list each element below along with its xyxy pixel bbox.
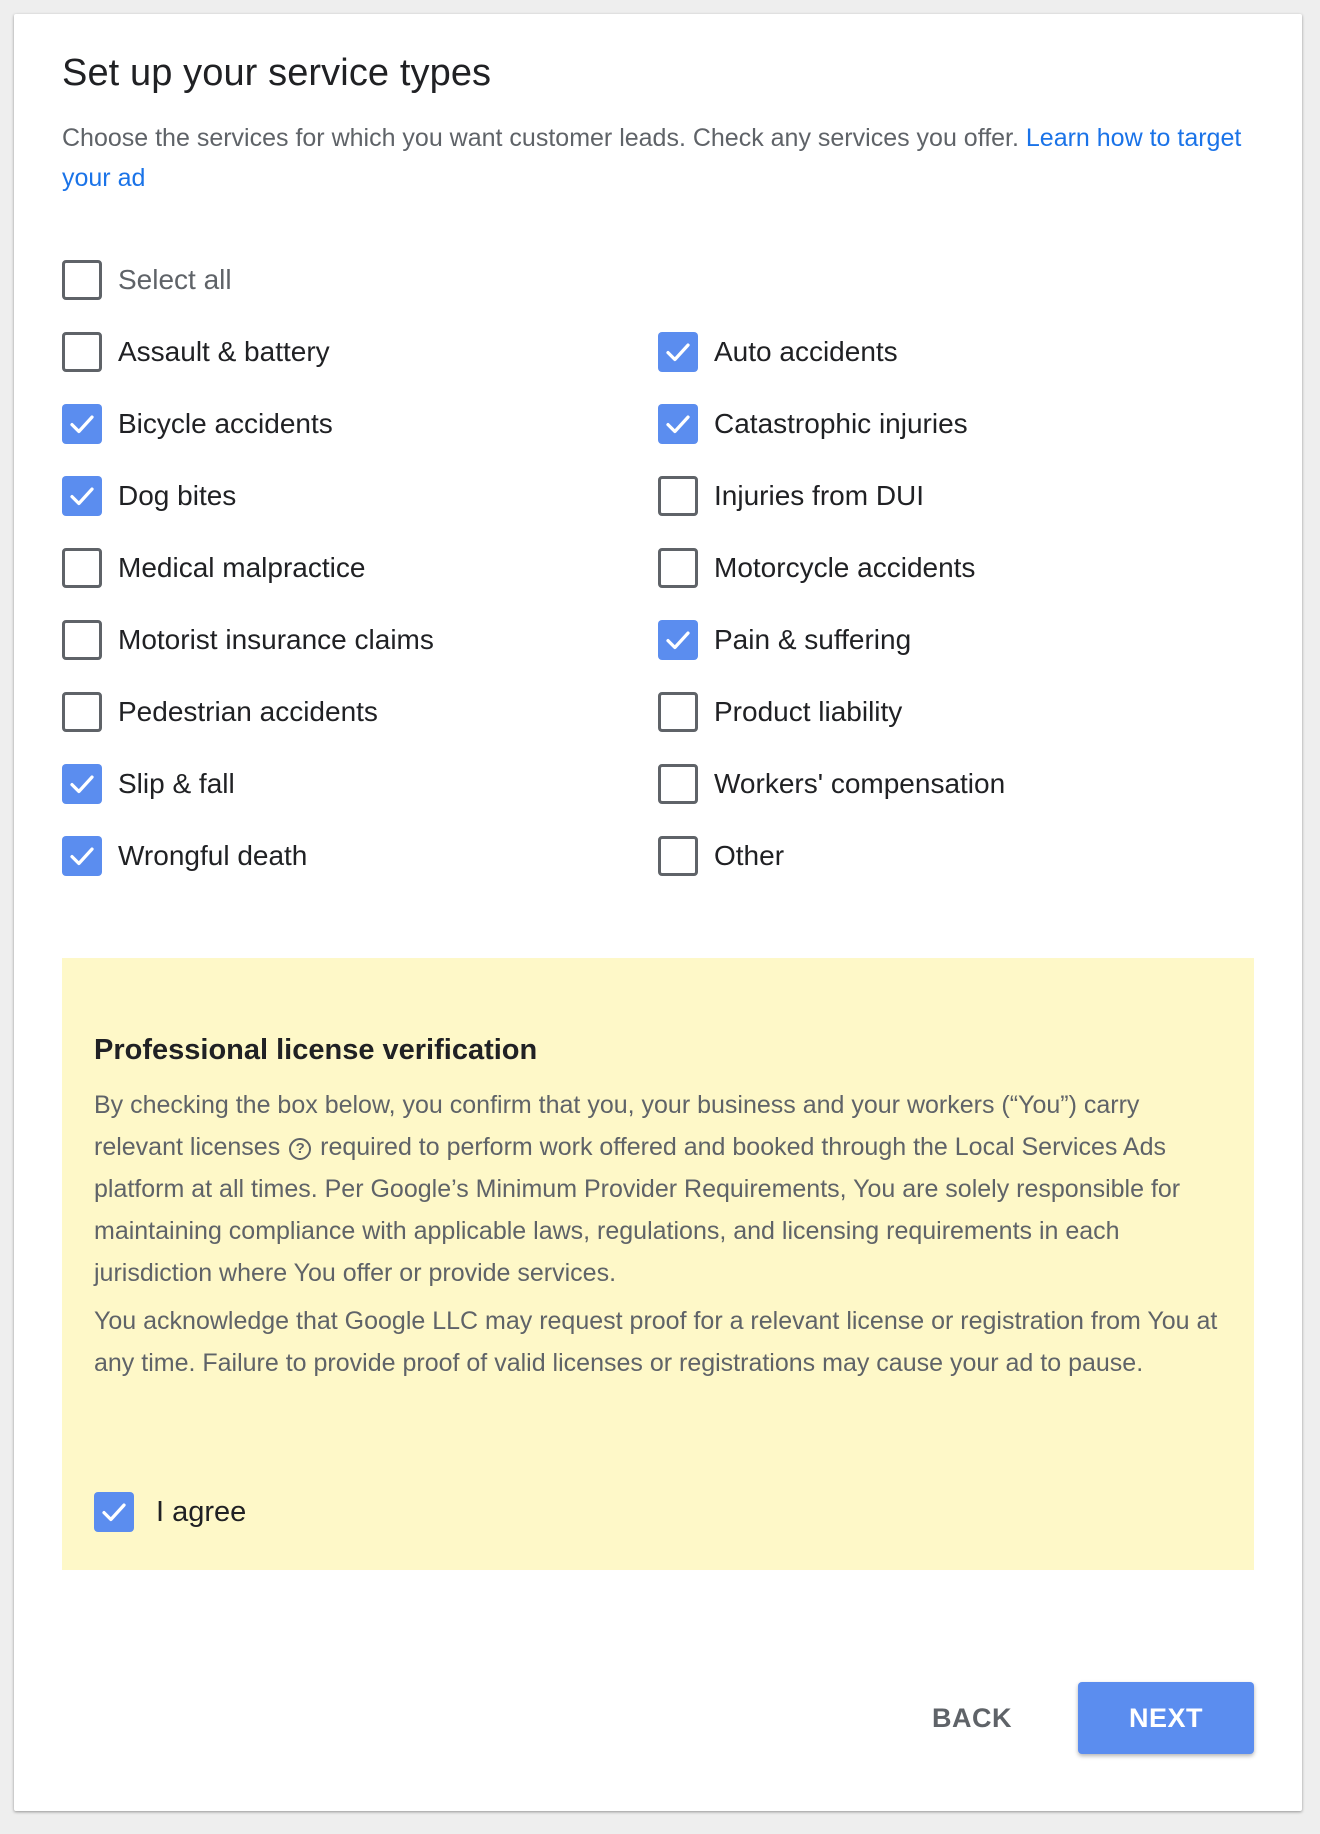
workers-compensation-checkbox[interactable] <box>658 764 698 804</box>
motorcycle-accidents-checkbox[interactable] <box>658 548 698 588</box>
next-button[interactable]: NEXT <box>1078 1682 1254 1754</box>
agree-label: I agree <box>156 1495 247 1528</box>
checkmark-icon <box>663 337 693 367</box>
select-all-checkbox[interactable] <box>62 260 102 300</box>
catastrophic-injuries-checkbox[interactable] <box>658 404 698 444</box>
agree-checkbox-row[interactable] <box>94 1492 246 1532</box>
license-verification-panel <box>62 958 1254 1570</box>
checkbox-row-catastrophic-injuries[interactable] <box>658 403 968 445</box>
medical-malpractice-checkbox[interactable] <box>62 548 102 588</box>
checkbox-row-bicycle-accidents[interactable] <box>62 403 333 445</box>
checkmark-icon <box>663 409 693 439</box>
checkbox-row-dog-bites[interactable] <box>62 475 236 517</box>
checkbox-row-workers-compensation[interactable] <box>658 763 1005 805</box>
checkbox-row-product-liability[interactable] <box>658 691 902 733</box>
checkbox-row-injuries-from-dui[interactable] <box>658 475 924 517</box>
product-liability-checkbox[interactable] <box>658 692 698 732</box>
pain-suffering-label: Pain & suffering <box>714 624 912 655</box>
auto-accidents-checkbox[interactable] <box>658 332 698 372</box>
auto-accidents-label: Auto accidents <box>714 336 898 367</box>
setup-card <box>14 14 1302 1811</box>
checkmark-icon <box>99 1497 129 1527</box>
slip-fall-label: Slip & fall <box>118 768 235 799</box>
bicycle-accidents-checkbox[interactable] <box>62 404 102 444</box>
checkmark-icon <box>67 409 97 439</box>
agree-checkbox[interactable] <box>94 1492 134 1532</box>
bicycle-accidents-label: Bicycle accidents <box>118 408 333 439</box>
license-paragraph-2: You acknowledge that Google LLC may request proof for a relevant license or registration from You at any time. Failure to provide proof of valid licenses or registrations may cause your ad to pause. <box>94 1307 1218 1377</box>
wrongful-death-label: Wrongful death <box>118 840 308 871</box>
other-label: Other <box>714 840 785 871</box>
checkbox-row-pedestrian-accidents[interactable] <box>62 691 378 733</box>
motorcycle-accidents-label: Motorcycle accidents <box>714 552 976 583</box>
checkbox-row-assault-battery[interactable] <box>62 331 330 373</box>
page-subtitle <box>62 118 1262 198</box>
checkbox-row-select-all[interactable] <box>62 259 232 301</box>
assault-battery-checkbox[interactable] <box>62 332 102 372</box>
workers-compensation-label: Workers' compensation <box>714 768 1006 799</box>
back-button[interactable]: BACK <box>932 1702 1012 1733</box>
page-title: Set up your service types <box>62 52 492 94</box>
checkbox-row-slip-fall[interactable] <box>62 763 235 805</box>
subtitle-text: Choose the services for which you want customer leads. Check any services you offer. <box>62 124 1019 152</box>
motorist-insurance-claims-label: Motorist insurance claims <box>118 624 434 655</box>
product-liability-label: Product liability <box>714 696 903 727</box>
slip-fall-checkbox[interactable] <box>62 764 102 804</box>
medical-malpractice-label: Medical malpractice <box>118 552 366 583</box>
other-checkbox[interactable] <box>658 836 698 876</box>
checkbox-row-pain-suffering[interactable] <box>658 619 911 661</box>
checkmark-icon <box>67 769 97 799</box>
checkbox-row-auto-accidents[interactable] <box>658 331 898 373</box>
motorist-insurance-claims-checkbox[interactable] <box>62 620 102 660</box>
pain-suffering-checkbox[interactable] <box>658 620 698 660</box>
dog-bites-checkbox[interactable] <box>62 476 102 516</box>
learn-how-link[interactable]: Learn how to target your ad <box>62 124 1242 192</box>
checkmark-icon <box>67 481 97 511</box>
checkmark-icon <box>663 625 693 655</box>
question-circle-icon[interactable]: ? <box>289 1138 311 1160</box>
checkbox-row-wrongful-death[interactable] <box>62 835 307 877</box>
license-text-start: By checking the box below, you confirm that you, your business and your workers (“You”) carry relevant licenses <box>94 1091 1140 1161</box>
wrongful-death-checkbox[interactable] <box>62 836 102 876</box>
injuries-from-dui-label: Injuries from DUI <box>714 480 925 511</box>
checkbox-row-other[interactable] <box>658 835 784 877</box>
pedestrian-accidents-label: Pedestrian accidents <box>118 696 378 727</box>
checkbox-row-medical-malpractice[interactable] <box>62 547 365 589</box>
license-text-end: required to perform work offered and booked through the Local Services Ads platform at all times. Per Google’s Minimum Provider Requirements, You are solely responsible for maintaining compliance with applicable laws, regulations, and licensing requirements in each jurisdiction where You offer or provide services. <box>94 1133 1181 1287</box>
license-title: Professional license verification <box>94 1034 538 1066</box>
license-paragraph-1 <box>94 1084 1234 1294</box>
injuries-from-dui-checkbox[interactable] <box>658 476 698 516</box>
checkbox-row-motorist-insurance-claims[interactable] <box>62 619 434 661</box>
dog-bites-label: Dog bites <box>118 480 237 511</box>
select-all-label: Select all <box>118 264 232 295</box>
checkbox-row-motorcycle-accidents[interactable] <box>658 547 975 589</box>
assault-battery-label: Assault & battery <box>118 336 330 367</box>
pedestrian-accidents-checkbox[interactable] <box>62 692 102 732</box>
checkmark-icon <box>67 841 97 871</box>
catastrophic-injuries-label: Catastrophic injuries <box>714 408 968 439</box>
